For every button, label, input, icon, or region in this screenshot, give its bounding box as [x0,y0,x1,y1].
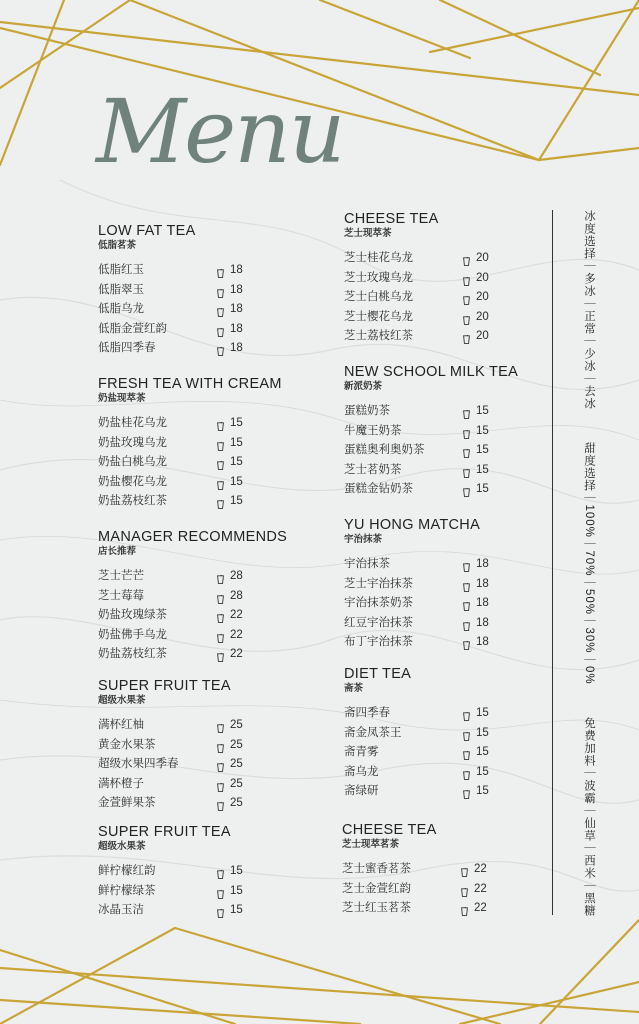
item-price: 22 [474,882,487,895]
item-name: 蛋糕奶茶 [344,405,390,417]
menu-item [98,300,318,320]
menu-item [344,763,564,783]
item-name: 芝士蜜香茗茶 [342,863,411,875]
cup-icon [217,650,224,659]
section-subtitle: 宇治抹茶 [344,534,383,545]
item-price: 15 [476,405,489,417]
item-name: 奶盐桂花乌龙 [98,417,167,429]
cup-icon [217,741,224,750]
menu-item [98,755,318,775]
menu-title: Menu [96,80,344,183]
menu-item [98,492,318,512]
menu-item [344,704,564,724]
item-name: 低脂金萱红韵 [98,322,167,335]
cup-icon [463,768,470,777]
item-name: 低脂四季春 [98,342,156,354]
section-title: LOW FAT TEA [98,223,196,239]
section-title: DIET TEA [344,666,412,682]
cup-icon [463,293,470,302]
item-price: 15 [476,726,489,739]
menu-item [98,794,318,814]
item-price: 15 [230,475,243,488]
cup-icon [217,780,224,789]
cup-icon [461,865,468,874]
item-name: 奶盐荔枝红茶 [98,648,167,660]
cup-icon [217,906,224,915]
menu-section [98,222,318,359]
section-subtitle: 超级水果茶 [98,695,146,706]
item-name: 鲜柠檬绿茶 [98,884,156,897]
item-name: 芝士白桃乌龙 [344,291,413,303]
section-subtitle: 芝士现萃茗茶 [342,839,400,850]
menu-item [344,461,564,481]
menu-item [344,441,564,461]
cup-icon [217,799,224,808]
menu-item [344,614,564,634]
item-price: 15 [230,495,243,507]
cup-icon [217,760,224,769]
item-name: 满杯橙子 [98,777,144,790]
item-name: 低脂红玉 [98,264,144,276]
item-name: 斋绿研 [344,785,379,797]
cup-icon [461,885,468,894]
item-name: 奶盐樱花乌龙 [98,475,167,488]
cup-icon [463,446,470,455]
item-price: 15 [476,785,489,797]
options-divider [552,210,553,915]
menu-section [98,375,318,512]
item-price: 15 [230,904,243,916]
item-name: 芝士莓莓 [98,589,144,602]
menu-item [98,862,318,882]
cup-icon [217,611,224,620]
cup-icon [463,274,470,283]
menu-item [98,736,318,756]
item-name: 芝士桂花乌龙 [344,252,413,264]
cup-icon [463,599,470,608]
item-name: 斋青雾 [344,746,379,758]
cup-icon [217,592,224,601]
section-subtitle: 奶盐现萃茶 [98,393,146,404]
item-price: 28 [230,589,243,602]
item-name: 鲜柠檬红韵 [98,865,156,877]
item-price: 18 [230,303,243,315]
item-name: 芝士芒芒 [98,570,144,582]
cup-icon [217,867,224,876]
item-name: 芝士茗奶茶 [344,463,402,476]
menu-item [98,453,318,473]
item-name: 布丁宇治抹茶 [344,636,413,648]
menu-item [98,261,318,281]
cup-icon [463,638,470,647]
menu-item [98,626,318,646]
menu-section [344,210,564,347]
menu-item [344,308,564,328]
cup-icon [217,439,224,448]
item-price: 22 [230,609,243,621]
item-name: 宇治抹茶奶茶 [344,597,413,609]
menu-item [344,327,564,347]
menu-section [98,528,318,665]
item-price: 18 [230,322,243,335]
cup-icon [463,619,470,628]
cup-icon [217,266,224,275]
cup-icon [217,419,224,428]
section-title: SUPER FRUIT TEA [98,824,231,840]
menu-item [344,575,564,595]
item-price: 20 [476,291,489,303]
cup-icon [463,466,470,475]
menu-item [98,339,318,359]
item-price: 25 [230,797,243,809]
cup-icon [217,887,224,896]
item-price: 25 [230,719,243,731]
item-price: 15 [476,707,489,719]
item-name: 斋金凤茶王 [344,726,402,739]
menu-item [342,880,562,900]
section-title: NEW SCHOOL MILK TEA [344,364,519,380]
menu-item [344,724,564,744]
item-price: 18 [476,558,489,570]
menu-item [344,269,564,289]
item-price: 15 [230,417,243,429]
menu-section [344,665,564,802]
cup-icon [463,787,470,796]
cup-icon [463,427,470,436]
menu-item [344,480,564,500]
menu-item [344,633,564,653]
item-name: 芝士宇治抹茶 [344,577,413,590]
item-name: 超级水果四季春 [98,758,179,770]
item-name: 冰晶玉洁 [98,904,144,916]
item-name: 芝士荔枝红茶 [344,330,413,342]
item-price: 15 [230,884,243,897]
menu-item [344,555,564,575]
item-name: 红豆宇治抹茶 [344,616,413,629]
menu-item [344,743,564,763]
cup-icon [463,313,470,322]
item-price: 20 [476,330,489,342]
item-name: 牛魔王奶茶 [344,424,402,437]
cup-icon [463,485,470,494]
cup-icon [217,721,224,730]
item-name: 低脂乌龙 [98,303,144,315]
item-name: 斋乌龙 [344,765,379,778]
section-subtitle: 芝士现萃茶 [344,228,392,239]
section-title: MANAGER RECOMMENDS [98,529,288,545]
item-price: 22 [474,902,487,914]
menu-item [344,288,564,308]
item-price: 20 [476,271,489,284]
cup-icon [217,325,224,334]
cup-icon [463,580,470,589]
cup-icon [463,560,470,569]
item-name: 奶盐佛手乌龙 [98,628,167,641]
section-title: SUPER FRUIT TEA [98,678,231,694]
menu-item [98,567,318,587]
item-name: 斋四季春 [344,707,390,719]
menu-section [98,823,318,921]
item-name: 芝士金萱红韵 [342,882,411,895]
topping-options: 免费加料｜波霸｜仙草｜西米｜黑糖 [583,717,595,917]
menu-item [98,901,318,921]
menu-item [344,422,564,442]
menu-item [98,281,318,301]
cup-icon [217,631,224,640]
item-price: 18 [476,636,489,648]
menu-item [98,606,318,626]
item-name: 蛋糕金钻奶茶 [344,483,413,495]
item-name: 宇治抹茶 [344,558,390,570]
item-price: 15 [230,865,243,877]
item-name: 奶盐玫瑰乌龙 [98,436,167,449]
item-name: 蛋糕奥利奥奶茶 [344,444,425,456]
item-price: 22 [230,628,243,641]
item-price: 25 [230,758,243,770]
item-name: 低脂翠玉 [98,283,144,296]
cup-icon [217,344,224,353]
section-title: CHEESE TEA [344,211,439,227]
item-price: 15 [476,765,489,778]
item-name: 金萱鲜果茶 [98,797,156,809]
item-price: 25 [230,738,243,751]
item-name: 奶盐荔枝红茶 [98,495,167,507]
item-price: 20 [476,310,489,323]
section-subtitle: 斋茶 [344,683,364,694]
ice-options: 冰度选择｜多冰｜正常｜少冰｜去冰 [583,210,595,410]
cup-icon [217,305,224,314]
menu-section [342,821,562,919]
menu-item [344,782,564,802]
section-subtitle: 低脂茗茶 [98,240,137,251]
menu-section [344,516,564,653]
cup-icon [463,254,470,263]
item-price: 15 [230,456,243,468]
item-price: 15 [476,483,489,495]
section-subtitle: 超级水果茶 [98,841,146,852]
item-name: 满杯红柚 [98,719,144,731]
cup-icon [461,904,468,913]
menu-item [98,882,318,902]
item-price: 22 [474,863,487,875]
item-price: 15 [476,424,489,437]
menu-item [342,860,562,880]
menu-item [98,587,318,607]
item-price: 25 [230,777,243,790]
menu-item [342,899,562,919]
item-price: 18 [230,342,243,354]
item-price: 15 [476,463,489,476]
menu-item [98,473,318,493]
item-price: 15 [476,746,489,758]
menu-item [98,320,318,340]
item-price: 18 [476,597,489,609]
menu-section [344,363,564,500]
section-title: CHEESE TEA [342,822,437,838]
item-price: 18 [230,264,243,276]
cup-icon [463,332,470,341]
cup-icon [463,729,470,738]
item-price: 28 [230,570,243,582]
cup-icon [217,286,224,295]
item-name: 奶盐白桃乌龙 [98,456,167,468]
cup-icon [217,478,224,487]
cup-icon [463,748,470,757]
cup-icon [463,407,470,416]
section-title: FRESH TEA WITH CREAM [98,376,282,392]
item-name: 奶盐玫瑰绿茶 [98,609,167,621]
sugar-options: 甜度选择｜100%｜70%｜50%｜30%｜0% [583,442,595,685]
cup-icon [217,497,224,506]
menu-item [344,249,564,269]
item-price: 15 [230,436,243,449]
cup-icon [217,572,224,581]
menu-item [98,716,318,736]
item-price: 15 [476,444,489,456]
cup-icon [463,709,470,718]
item-price: 18 [476,616,489,629]
item-name: 黄金水果茶 [98,738,156,751]
item-price: 22 [230,648,243,660]
section-title: YU HONG MATCHA [344,517,481,533]
section-subtitle: 店长推荐 [98,546,137,557]
cup-icon [217,458,224,467]
item-name: 芝士玫瑰乌龙 [344,271,413,284]
item-name: 芝士红玉茗茶 [342,902,411,914]
menu-item [98,414,318,434]
item-price: 18 [230,283,243,296]
section-subtitle: 新派奶茶 [344,381,383,392]
menu-item [344,402,564,422]
item-price: 20 [476,252,489,264]
menu-item [98,434,318,454]
menu-item [98,775,318,795]
item-name: 芝士樱花乌龙 [344,310,413,323]
menu-item [98,645,318,665]
item-price: 18 [476,577,489,590]
menu-item [344,594,564,614]
menu-section [98,677,318,814]
